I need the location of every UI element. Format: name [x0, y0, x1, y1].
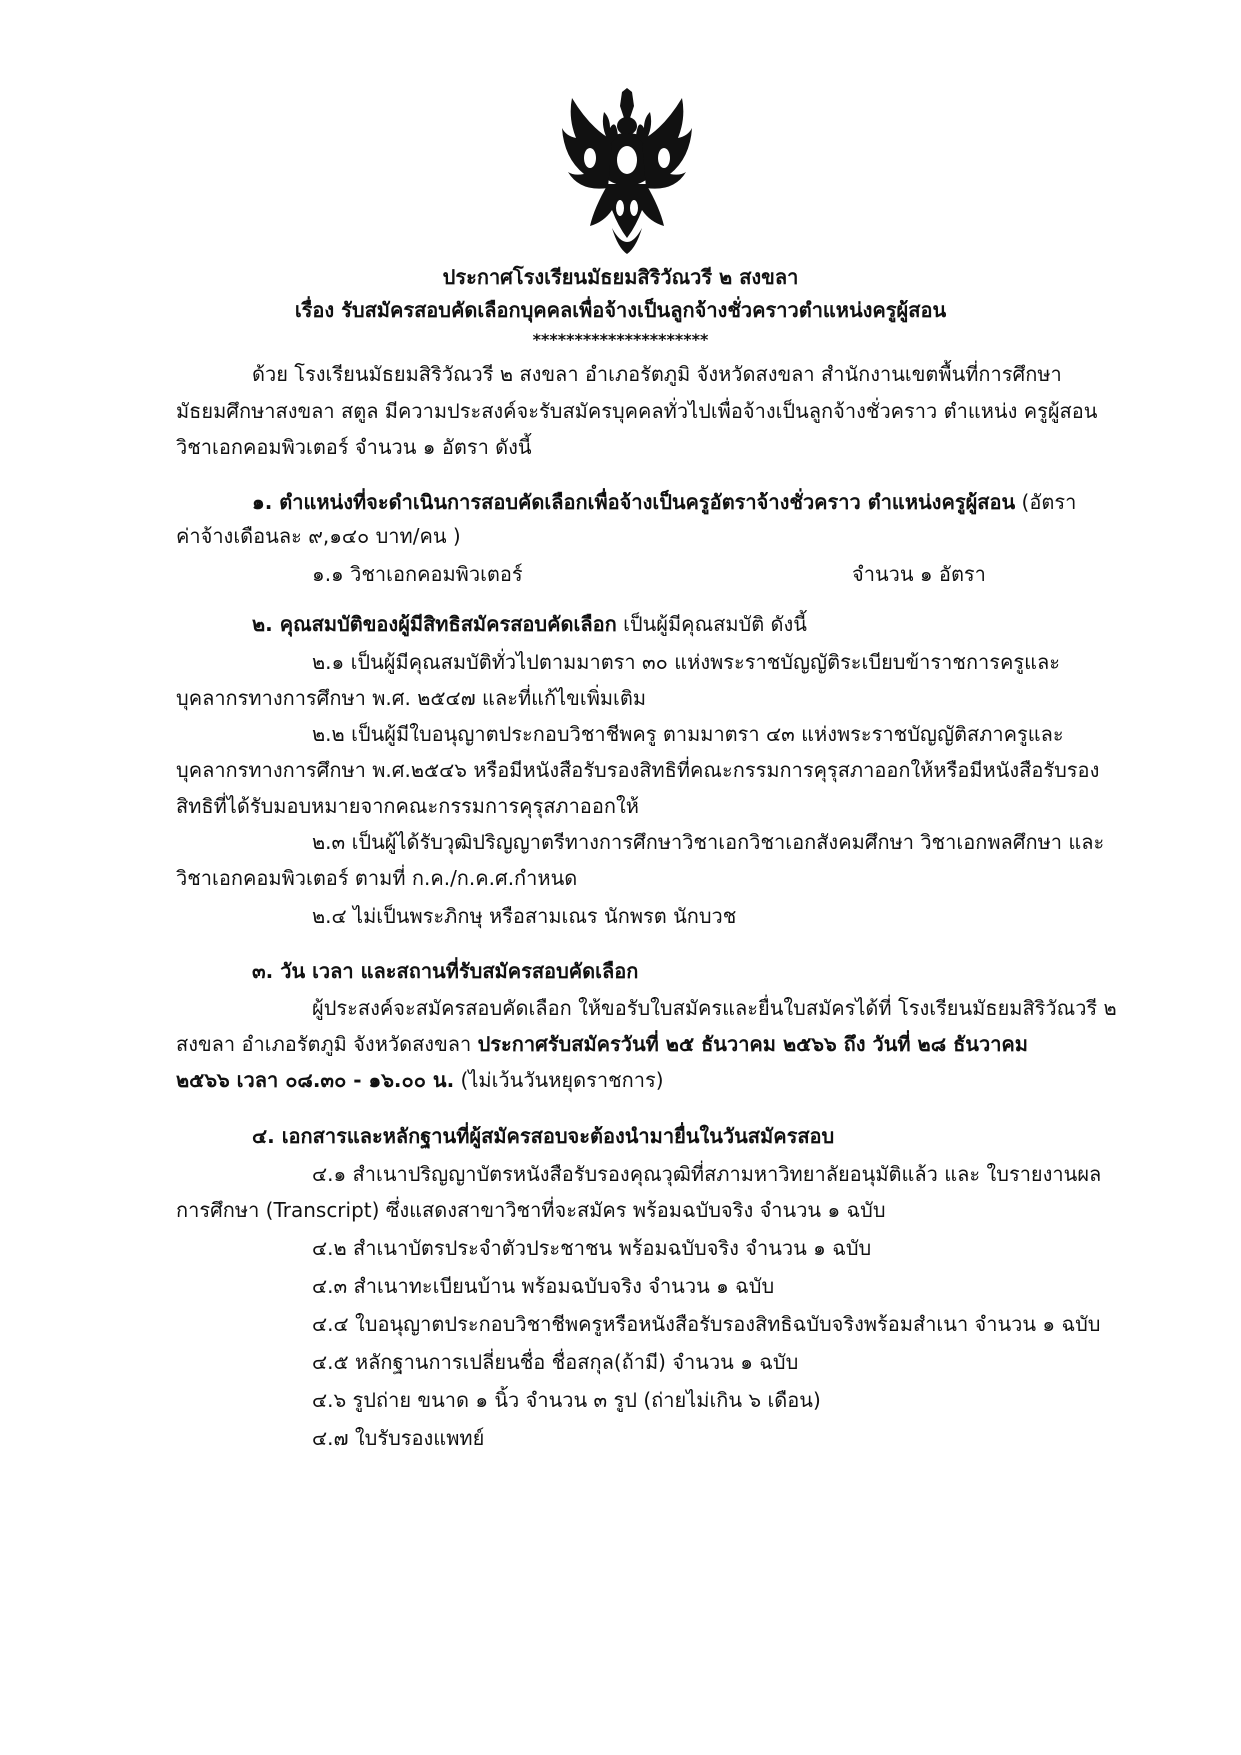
section-1-item-count: จำนวน ๑ อัตรา: [852, 562, 986, 586]
section-3-heading: ๓. วัน เวลา และสถานที่รับสมัครสอบคัดเลือก: [252, 959, 639, 983]
section-4-line: ๔.๑ สำเนาปริญญาบัตรหนังสือรับรองคุณวุฒิที่สภามหาวิทยาลัยอนุมัติแล้ว และ ใบรายงานผล: [312, 1162, 1102, 1186]
announcement-subject: เรื่อง รับสมัครสอบคัดเลือกบุคคลเพื่อจ้างเป็นลูกจ้างชั่วคราวตำแหน่งครูผู้สอน: [294, 298, 947, 322]
separator-stars: *********************: [532, 330, 709, 349]
section-2-line: ๒.๓ เป็นผู้ได้รับวุฒิปริญญาตรีทางการศึกษาวิชาเอกวิชาเอกสังคมศึกษา วิชาเอกพลศึกษา และ: [312, 830, 1105, 854]
section-2-line: ๒.๔ ไม่เป็นพระภิกษุ หรือสามเณร นักพรต นักบวช: [312, 904, 737, 928]
section-2-heading-tail: เป็นผู้มีคุณสมบัติ ดังนี้: [623, 612, 807, 636]
section-2-line: บุคลากรทางการศึกษา พ.ศ.๒๕๔๖ หรือมีหนังสือรับรองสิทธิที่คณะกรรมการคุรุสภาออกให้หรือมีหนังสือรับรอง: [176, 758, 1100, 782]
section-1-item: ๑.๑ วิชาเอกคอมพิวเตอร์: [312, 562, 523, 586]
section-3-dates: ประกาศรับสมัครวันที่ ๒๕ ธันวาคม ๒๕๖๖ ถึง วันที่ ๒๘ ธันวาคม: [477, 1032, 1028, 1056]
section-1-heading-tail: (อัตรา: [1021, 490, 1077, 514]
section-3-line: [176, 1066, 664, 1094]
section-2-line: ๒.๒ เป็นผู้มีใบอนุญาตประกอบวิชาชีพครู ตามมาตรา ๔๓ แห่งพระราชบัญญัติสภาครูและ: [312, 722, 1064, 746]
section-4-line: ๔.๕ หลักฐานการเปลี่ยนชื่อ ชื่อสกุล(ถ้ามี) จำนวน ๑ ฉบับ: [312, 1350, 799, 1374]
intro-line: วิชาเอกคอมพิวเตอร์ จำนวน ๑ อัตรา ดังนี้: [176, 435, 532, 459]
intro-line: ด้วย โรงเรียนมัธยมสิริวัณวรี ๒ สงขลา อำเภอรัตภูมิ จังหวัดสงขลา สำนักงานเขตพื้นที่การศึกษา: [252, 362, 1062, 386]
announcement-title: ประกาศโรงเรียนมัธยมสิริวัณวรี ๒ สงขลา: [442, 265, 799, 289]
section-2-line: สิทธิที่ได้รับมอบหมายจากคณะกรรมการคุรุสภาออกให้: [176, 794, 639, 818]
section-4-line: ๔.๒ สำเนาบัตรประจำตัวประชาชน พร้อมฉบับจริง จำนวน ๑ ฉบับ: [312, 1236, 872, 1260]
section-3-location: สงขลา อำเภอรัตภูมิ จังหวัดสงขลา: [176, 1032, 478, 1056]
section-1-heading: [252, 488, 1076, 516]
section-1-wage-line: ค่าจ้างเดือนละ ๙,๑๔๐ บาท/คน ): [176, 524, 461, 548]
section-2-heading: [252, 610, 807, 638]
section-4-line: ๔.๖ รูปถ่าย ขนาด ๑ นิ้ว จำนวน ๓ รูป (ถ่ายไม่เกิน ๖ เดือน): [312, 1388, 821, 1412]
garuda-emblem-icon: [560, 88, 695, 256]
section-2-line: ๒.๑ เป็นผู้มีคุณสมบัติทั่วไปตามมาตรา ๓๐ แห่งพระราชบัญญัติระเบียบข้าราชการครูและ: [312, 650, 1061, 674]
section-4-line: ๔.๗ ใบรับรองแพทย์: [312, 1426, 485, 1450]
section-4-line: ๔.๓ สำเนาทะเบียนบ้าน พร้อมฉบับจริง จำนวน ๑ ฉบับ: [312, 1274, 775, 1298]
section-2-line: บุคลากรทางการศึกษา พ.ศ. ๒๕๔๗ และที่แก้ไขเพิ่มเติม: [176, 686, 647, 710]
section-3-hours-note: (ไม่เว้นวันหยุดราชการ): [454, 1068, 664, 1092]
section-2-heading-text: ๒. คุณสมบัติของผู้มีสิทธิสมัครสอบคัดเลือก: [252, 612, 617, 636]
section-3-hours: ๒๕๖๖ เวลา ๐๘.๓๐ - ๑๖.๐๐ น.: [176, 1068, 455, 1092]
section-3-line: [176, 1030, 1028, 1058]
section-4-line: ๔.๔ ใบอนุญาตประกอบวิชาชีพครูหรือหนังสือรับรองสิทธิฉบับจริงพร้อมสำเนา จำนวน ๑ ฉบับ: [312, 1312, 1101, 1336]
section-1-heading-text: ๑. ตำแหน่งที่จะดำเนินการสอบคัดเลือกเพื่อจ้างเป็นครูอัตราจ้างชั่วคราว ตำแหน่งครูผู้สอน: [252, 490, 1016, 514]
intro-line: มัธยมศึกษาสงขลา สตูล มีความประสงค์จะรับสมัครบุคคลทั่วไปเพื่อจ้างเป็นลูกจ้างชั่วคราว ตำแหน่ง ครูผู้สอน: [176, 399, 1098, 423]
section-2-line: วิชาเอกคอมพิวเตอร์ ตามที่ ก.ค./ก.ค.ศ.กำหนด: [176, 866, 578, 890]
section-4-heading: ๔. เอกสารและหลักฐานที่ผู้สมัครสอบจะต้องนำมายื่นในวันสมัครสอบ: [252, 1124, 835, 1148]
section-4-line: การศึกษา (Transcript) ซึ่งแสดงสาขาวิชาที่จะสมัคร พร้อมฉบับจริง จำนวน ๑ ฉบับ: [176, 1198, 886, 1222]
section-3-line: ผู้ประสงค์จะสมัครสอบคัดเลือก ให้ขอรับใบสมัครและยื่นใบสมัครได้ที่ โรงเรียนมัธยมสิริวัณวรี ๒: [312, 996, 1117, 1020]
